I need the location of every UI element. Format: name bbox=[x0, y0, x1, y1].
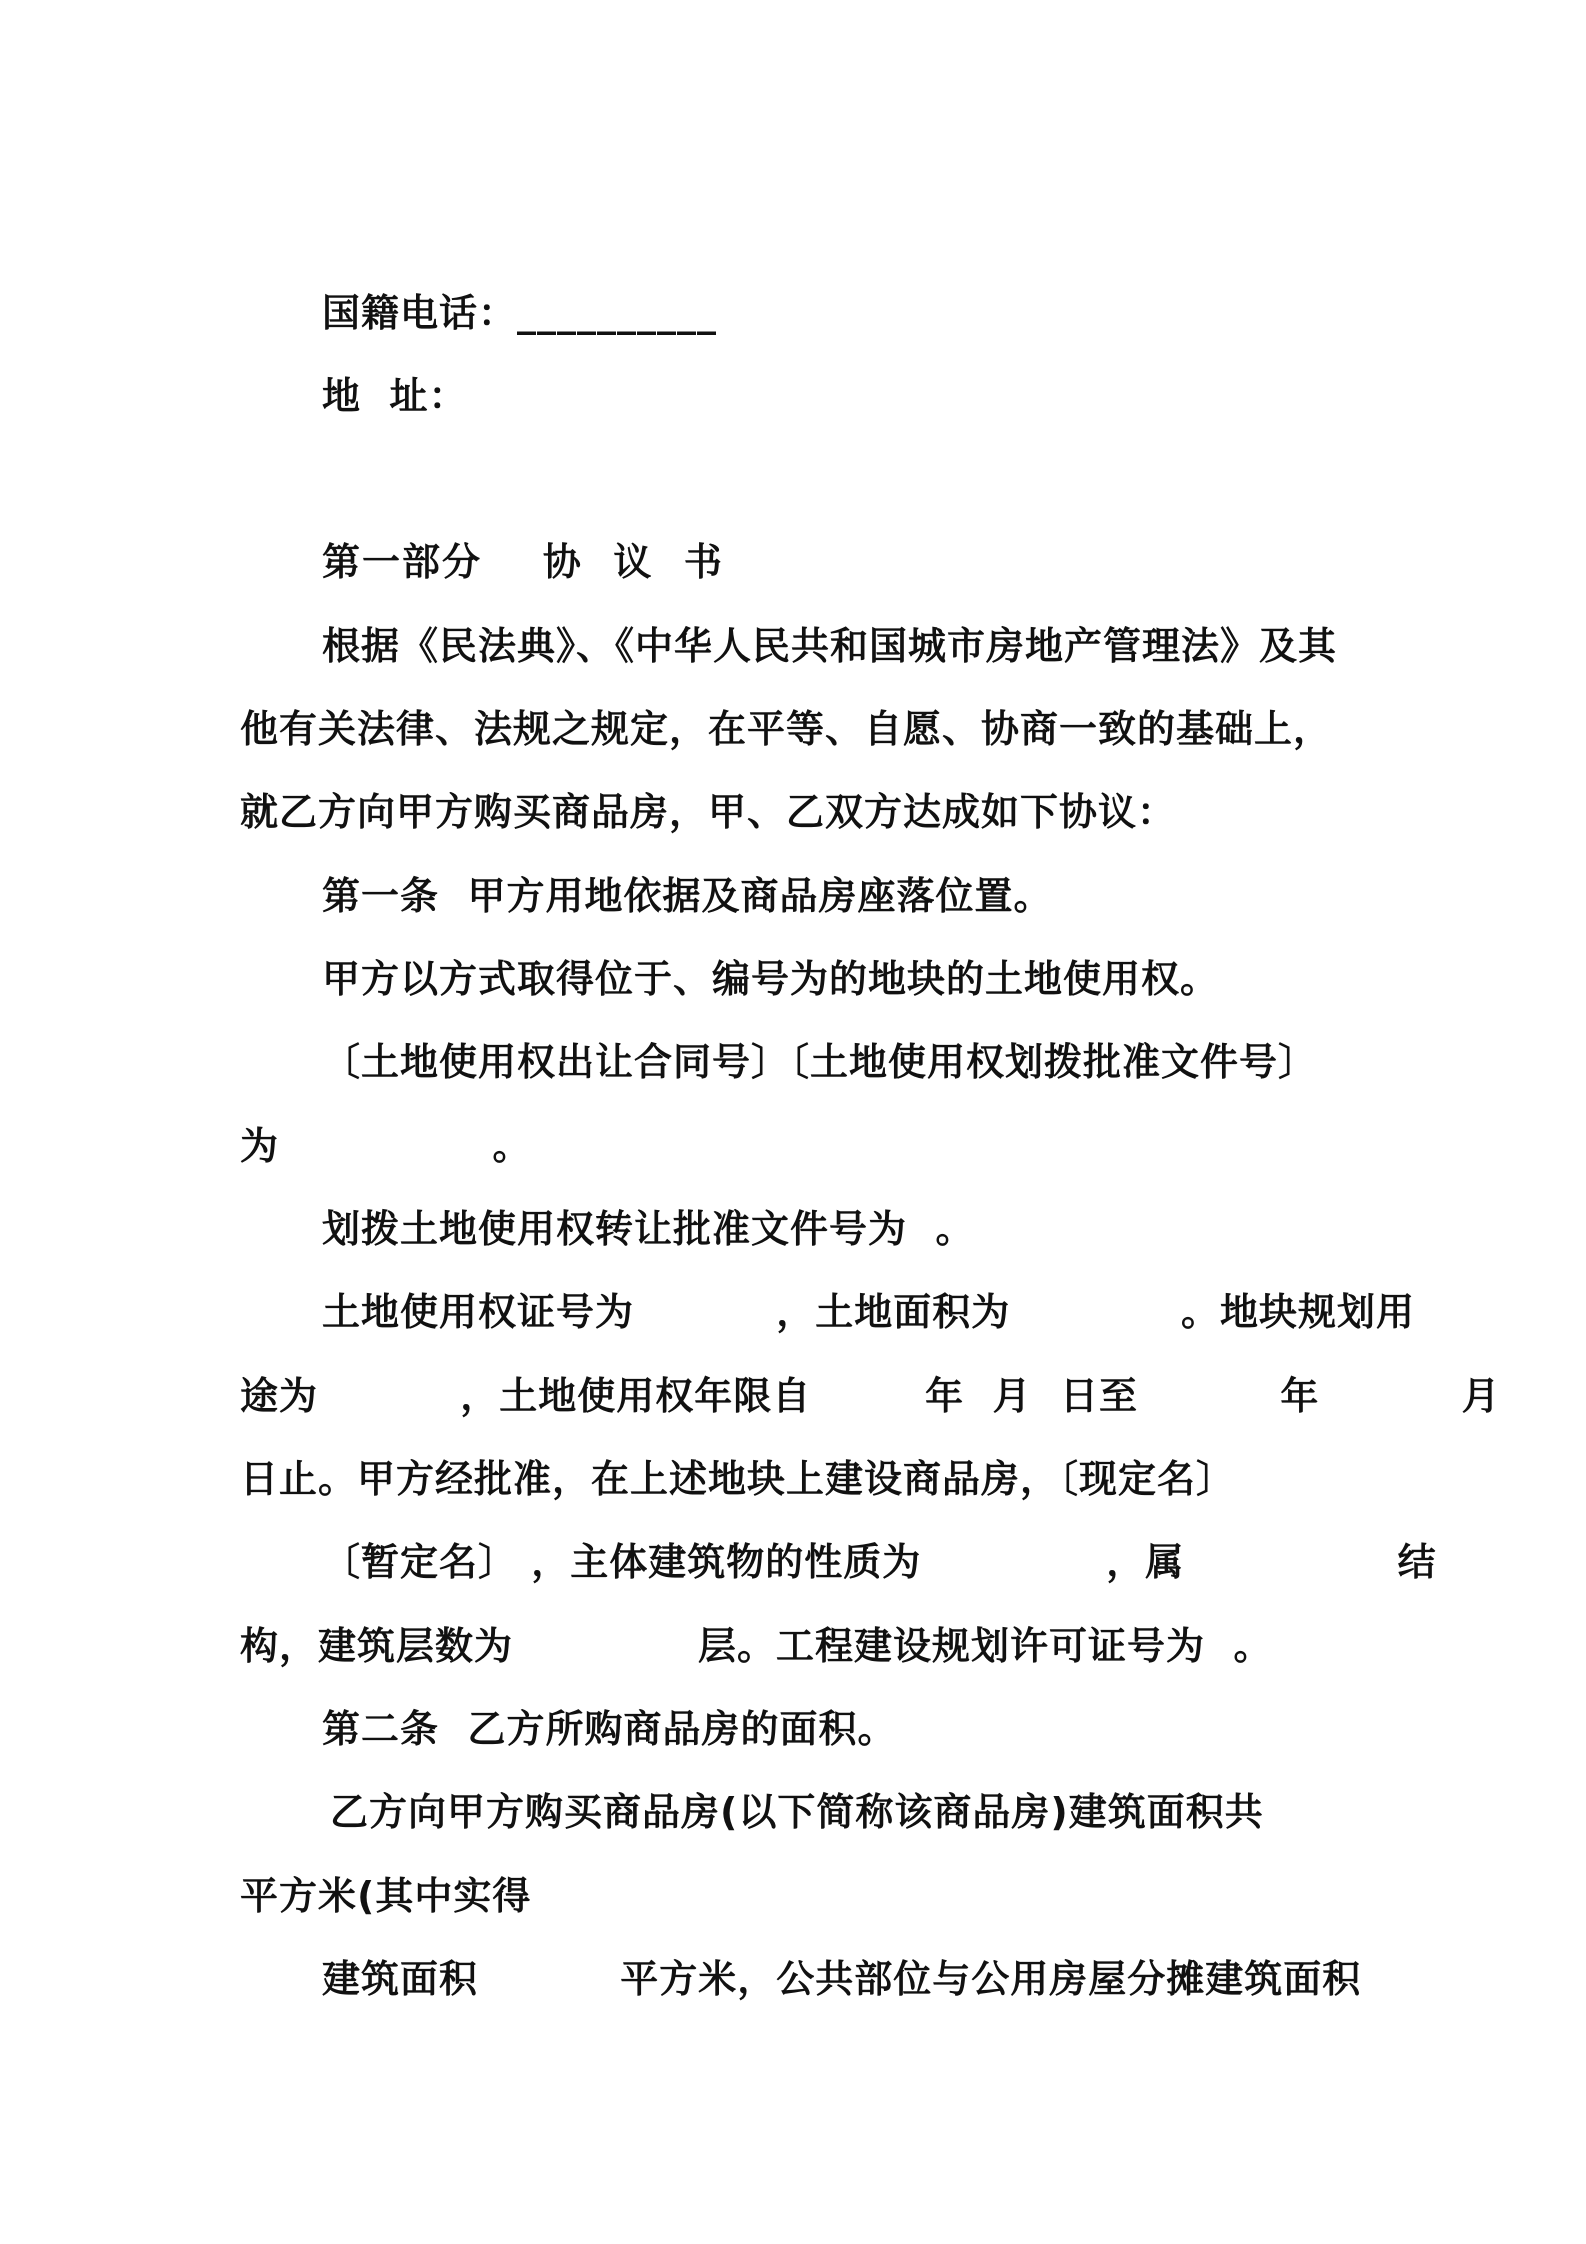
paragraph-line: 途为 ，土地使用权年限自 年 月 日至 年 月 bbox=[240, 1374, 1501, 1418]
paragraph-line: 他有关法律、法规之规定，在平等、自愿、协商一致的基础上， bbox=[240, 707, 1333, 751]
nationality-phone-line: 国籍电话：__________ bbox=[322, 291, 718, 335]
paragraph-line: 构，建筑层数为 层。工程建设规划许可证号为 。 bbox=[240, 1624, 1273, 1668]
paragraph-line: 为 。 bbox=[240, 1124, 532, 1168]
paragraph-line: 日止。甲方经批准，在上述地块上建设商品房，〔现定名〕 bbox=[240, 1457, 1236, 1501]
paragraph-line: 划拨土地使用权转让批准文件号为 。 bbox=[322, 1207, 975, 1251]
paragraph-line: 土地使用权证号为 ，土地面积为 。地块规划用 bbox=[322, 1290, 1416, 1334]
paragraph-line: 甲方以方式取得位于、编号为的地块的土地使用权。 bbox=[322, 957, 1220, 1001]
section-heading-part-one: 第一部分 协 议 书 bbox=[322, 540, 724, 584]
paragraph-line: 平方米(其中实得 bbox=[240, 1874, 532, 1918]
paragraph-line: 就乙方向甲方购买商品房，甲、乙双方达成如下协议： bbox=[240, 790, 1177, 834]
paragraph-line: 乙方向甲方购买商品房(以下简称该商品房)建筑面积共 bbox=[330, 1790, 1264, 1834]
paragraph-line: 〔暂定名〕 ，主体建筑物的性质为 ，属 结 bbox=[322, 1540, 1437, 1584]
paragraph-line: 建筑面积 平方米，公共部位与公用房屋分摊建筑面积 bbox=[322, 1957, 1362, 2001]
article-one-heading: 第一条 甲方用地依据及商品房座落位置。 bbox=[322, 874, 1053, 918]
article-two-heading: 第二条 乙方所购商品房的面积。 bbox=[322, 1707, 897, 1751]
paragraph-line: 〔土地使用权出让合同号〕〔土地使用权划拨批准文件号〕 bbox=[322, 1040, 1318, 1084]
paragraph-line: 根据《民法典》、《中华人民共和国城市房地产管理法》及其 bbox=[322, 624, 1338, 668]
address-line: 地 址： bbox=[322, 374, 468, 418]
